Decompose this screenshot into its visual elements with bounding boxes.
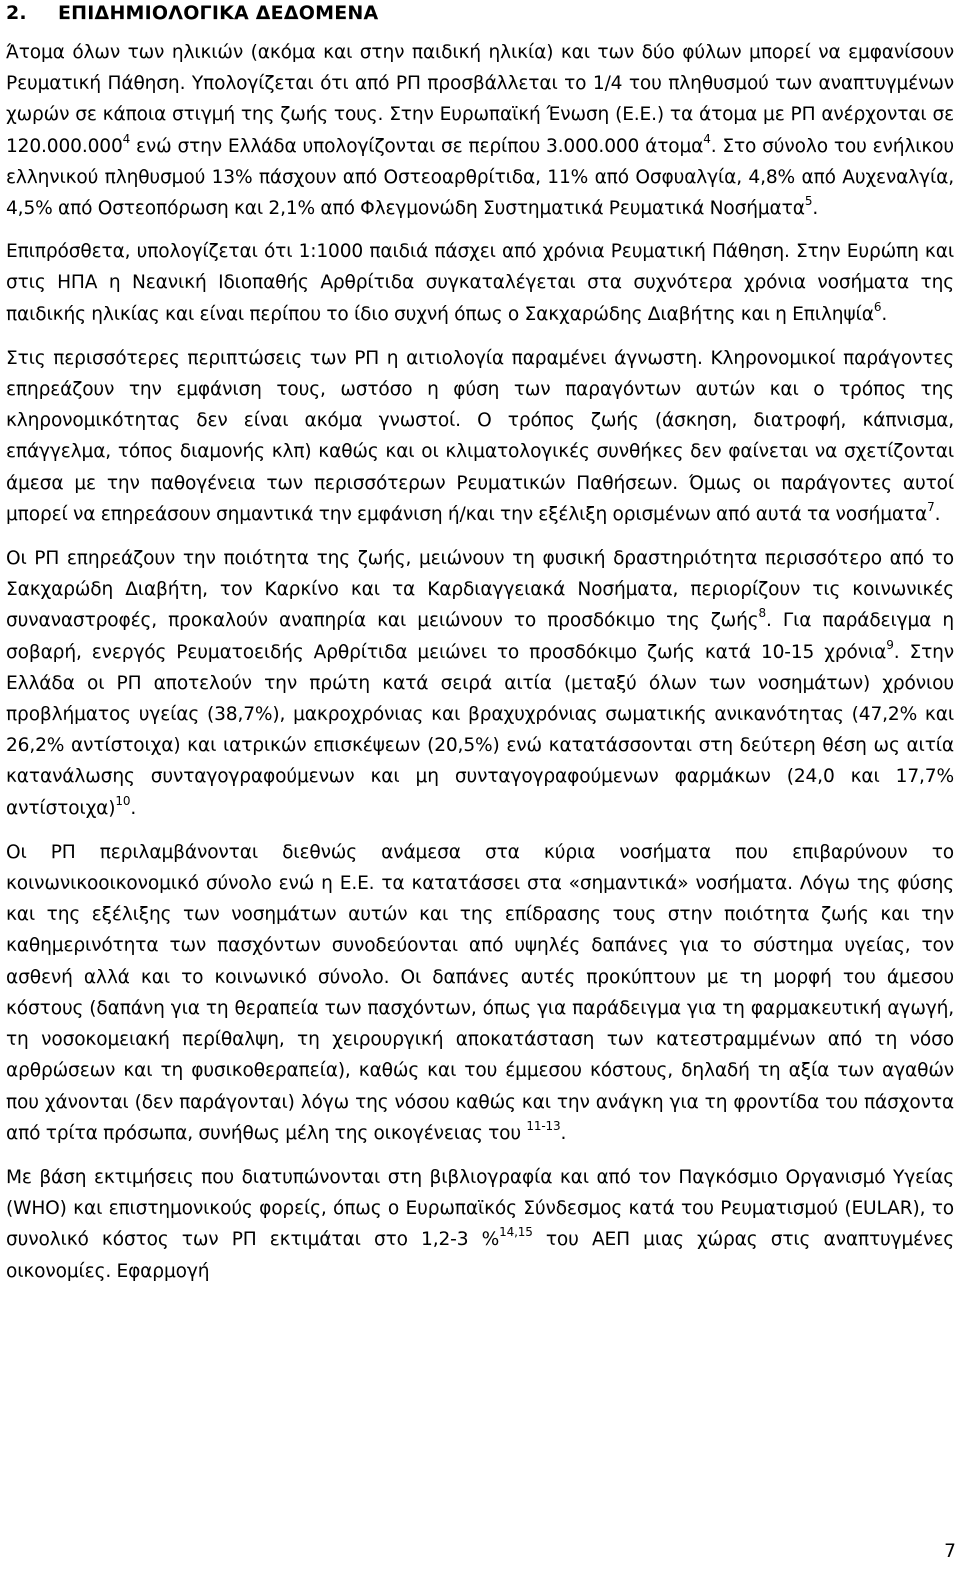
- text-run: του ΑΕΠ μιας χώρας στις αναπτυγμένες οικονομίες. Εφαρμογή: [6, 1229, 954, 1282]
- text-run: Οι ΡΠ επηρεάζουν την ποιότητα της ζωής, μειώνουν τη φυσική δραστηριότητα περισσότερο από το Σακχαρώδη Διαβήτη, τον Καρκίνο και τα Καρδιαγγειακά Νοσήματα, περιορίζουν τις κοινωνικές συναναστροφές, προκαλούν αναπηρία και μειώνουν το προσδόκιμο της ζωής: [6, 548, 954, 632]
- citation-ref: 8: [758, 606, 766, 621]
- citation-ref: 6: [873, 299, 882, 314]
- citation-ref: 5: [804, 194, 813, 209]
- page-number: 7: [944, 1541, 956, 1562]
- text-run: .: [130, 797, 137, 819]
- paragraph-children: [6, 236, 954, 330]
- citation-ref: 7: [927, 499, 935, 514]
- text-run: Οι ΡΠ περιλαμβάνονται διεθνώς ανάμεσα στα κύρια νοσήματα που επιβαρύνουν το κοινωνικοοικονομικό σύνολο ενώ η Ε.Ε. τα κατατάσσει στα «σημαντικά» νοσήματα. Λόγω της φύσης και της εξέλιξης των νοσημάτων αυτών και της επίδρασης τους στην ποιότητα ζωής και την καθημερινότητα των πασχόντων συνοδεύονται από υψηλές δαπάνες για το σύστημα υγείας, τον ασθενή αλλά και το κοινωνικό σύνολο. Οι δαπάνες αυτές προκύπτουν με τη μορφή του άμεσου κόστους (δαπάνη για τη θεραπεία των πασχόντων, όπως για παράδειγμα για τη φαρμακευτική αγωγή, τη νοσοκομειακή περίθαλψη, τη χειρουργική αποκατάσταση των κατεστραμμένων από τη νόσο αρθρώσεων και τη φυσικοθεραπεία), καθώς και του έμμεσου κόστους, δηλαδή τη αξία των αγαθών που χάνονται (δεν παράγονται) λόγω της νόσου καθώς και την ανάγκη για τη φροντίδα του πάσχοντα από τρίτα πρόσωπα, συνήθως μέλη της οικογένειας του: [6, 841, 954, 1144]
- text-run: ενώ στην Ελλάδα υπολογίζονται σε περίπου 3.000.000 άτομα: [130, 135, 704, 157]
- text-run: . Για παράδειγμα η σοβαρή, ενεργός Ρευματοειδής Αρθρίτιδα μειώνει το προσδόκιμο ζωής κατά 10-15 χρόνια: [6, 610, 954, 663]
- text-run: . Στην Ελλάδα οι ΡΠ αποτελούν την πρώτη κατά σειρά αιτία (μεταξύ όλων των νοσημάτων) χρόνιου προβλήματος υγείας (38,7%), μακροχρόνιας και βραχυχρόνιας σωματικής ανικανότητας (47,2% και 26,2% αντίστοιχα) και ιατρικών επισκέψεων (20,5%) ενώ κατατάσσονται στη δεύτερη θέση ως αιτία κατανάλωσης συνταγογραφούμενων και μη συνταγογραφούμενων φαρμάκων (24,0 και 17,7% αντίστοιχα): [6, 641, 955, 819]
- citation-ref: 14,15: [499, 1225, 533, 1240]
- text-run: .: [560, 1122, 567, 1144]
- citation-ref: 11-13: [526, 1118, 561, 1133]
- text-run: Άτομα όλων των ηλικιών (ακόμα και στην παιδική ηλικία) και των δύο φύλων μπορεί να εμφανίσουν Ρευματική Πάθηση. Υπολογίζεται ότι από ΡΠ προσβάλλεται το 1/4 του πληθυσμού των αναπτυγμένων χωρών σε κάποια στιγμή της ζωής τους. Στην Ευρωπαϊκή Ένωση (Ε.Ε.) τα άτομα με ΡΠ ανέρχονται σε 120.000.000: [6, 42, 954, 157]
- section-heading: [6, 0, 954, 28]
- paragraph-quality-of-life: [6, 543, 954, 824]
- paragraph-socioeconomic: [6, 837, 954, 1149]
- paragraph-cost-estimates: [6, 1162, 954, 1287]
- citation-ref: 4: [122, 131, 131, 146]
- document-page: [6, 0, 954, 1287]
- section-number: 2.: [6, 2, 27, 24]
- text-run: .: [881, 303, 888, 325]
- text-run: . Στο σύνολο του ενήλικου ελληνικού πληθυσμού 13% πάσχουν από Οστεοαρθρίτιδα, 11% από Οσφυαλγία, 4,8% από Αυχεναλγία, 4,5% από Οστεοπόρωση και 2,1% από Φλεγμονώδη Συστηματικά Ρευματικά Νοσήματα: [6, 135, 954, 220]
- text-run: .: [812, 198, 819, 220]
- citation-ref: 4: [703, 131, 711, 146]
- paragraph-etiology: [6, 343, 954, 530]
- paragraph-prevalence: [6, 37, 954, 224]
- text-run: Επιπρόσθετα, υπολογίζεται ότι 1:1000 παιδιά πάσχει από χρόνια Ρευματική Πάθηση. Στην Ευρώπη και στις ΗΠΑ η Νεανική Ιδιοπαθής Αρθρίτιδα συγκαταλέγεται στα συχνότερα χρόνια νοσήματα της παιδικής ηλικίας και είναι περίπου το ίδιο συχνή όπως ο Σακχαρώδης Διαβήτης και η Επιληψία: [6, 241, 954, 325]
- citation-ref: 9: [886, 637, 894, 652]
- text-run: Με βάση εκτιμήσεις που διατυπώνονται στη βιβλιογραφία και από τον Παγκόσμιο Οργανισμό Υγείας (WHO) και επιστημονικούς φορείς, όπως ο Ευρωπαϊκός Σύνδεσμος κατά του Ρευματισμού (EULAR), το συνολικό κόστος των ΡΠ εκτιμάται στο 1,2-3 %: [6, 1166, 954, 1251]
- section-title: ΕΠΙΔΗΜΙΟΛΟΓΙΚΑ ΔΕΔΟΜΕΝΑ: [58, 2, 379, 24]
- text-run: .: [934, 503, 941, 525]
- text-run: Στις περισσότερες περιπτώσεις των ΡΠ η αιτιολογία παραμένει άγνωστη. Κληρονομικοί παράγοντες επηρεάζουν την εμφάνιση τους, ωστόσο η φύση των παραγόντων αυτών και ο τρόπος της κληρονομικότητας δεν είναι ακόμα γνωστοί. Ο τρόπος ζωής (άσκηση, διατροφή, κάπνισμα, επάγγελμα, τόπος διαμονής κλπ) καθώς και οι κλιματολογικές συνθήκες δεν φαίνεται να σχετίζονται άμεσα με την παθογένεια των περισσότερων Ρευματικών Παθήσεων. Όμως οι παράγοντες αυτοί μπορεί να επηρεάσουν σημαντικά την εμφάνιση ή/και την εξέλιξη ορισμένων από αυτά τα νοσήματα: [6, 347, 954, 525]
- citation-ref: 10: [115, 793, 131, 808]
